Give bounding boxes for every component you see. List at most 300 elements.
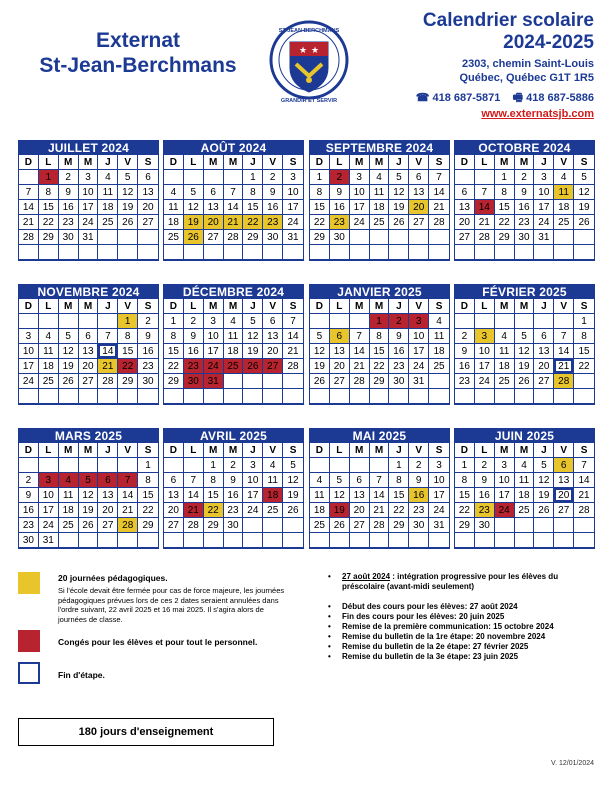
weekday-header: S [429,299,449,314]
empty-day-cell [184,245,204,260]
weekday-header: J [243,299,263,314]
note-text: Remise du bulletin de la 1re étape: 20 novembre 2024 [342,632,546,641]
day-cell: 27 [263,359,283,374]
day-cell: 22 [118,359,138,374]
day-cell: 14 [184,488,204,503]
empty-day-cell [455,314,475,329]
month-calendar [18,140,159,261]
day-cell: 18 [310,503,330,518]
day-cell: 8 [574,329,594,344]
empty-day-cell [350,458,370,473]
empty-day-cell [554,518,574,533]
weekday-header: M [350,155,370,170]
empty-day-cell [204,245,224,260]
day-cell: 18 [98,200,118,215]
day-cell: 10 [350,185,370,200]
day-cell: 3 [429,458,449,473]
day-cell: 17 [39,503,59,518]
day-cell: 7 [98,329,118,344]
day-cell: 11 [263,473,283,488]
day-cell: 28 [350,374,370,389]
empty-day-cell [455,170,475,185]
day-cell: 10 [409,329,429,344]
month-title: DÉCEMBRE 2024 [164,285,303,299]
day-cell: 29 [204,518,224,533]
month-grid [455,443,594,548]
weekday-header: M [515,443,535,458]
empty-day-cell [164,389,184,404]
day-cell: 4 [39,329,59,344]
day-cell: 3 [243,458,263,473]
month-grid [455,299,594,404]
month-calendar [309,428,450,549]
empty-day-cell [263,374,283,389]
weekday-header: L [184,155,204,170]
day-cell: 31 [409,374,429,389]
day-cell: 7 [224,185,244,200]
day-cell: 23 [19,518,39,533]
empty-day-cell [574,374,594,389]
day-cell: 23 [455,374,475,389]
address-line2: Québec, Québec G1T 1R5 [459,72,594,84]
day-cell: 6 [534,329,554,344]
day-cell: 14 [224,200,244,215]
month-grid [455,155,594,260]
day-cell: 15 [574,344,594,359]
weekday-header: D [164,443,184,458]
empty-day-cell [310,245,330,260]
empty-day-cell [243,374,263,389]
day-cell: 23 [138,359,158,374]
weekday-header: M [495,299,515,314]
empty-day-cell [19,389,39,404]
day-cell: 21 [370,503,390,518]
empty-day-cell [98,389,118,404]
empty-day-cell [554,533,574,548]
month-calendar [454,284,595,405]
day-cell: 22 [204,503,224,518]
empty-day-cell [495,314,515,329]
day-cell: 8 [138,473,158,488]
day-cell: 9 [59,185,79,200]
day-cell: 2 [455,329,475,344]
day-cell: 4 [370,170,390,185]
day-cell: 17 [204,344,224,359]
day-cell: 9 [409,473,429,488]
day-cell: 6 [98,473,118,488]
empty-day-cell [554,314,574,329]
weekday-header: V [409,299,429,314]
day-cell: 7 [19,185,39,200]
empty-day-cell [389,230,409,245]
empty-day-cell [164,170,184,185]
day-cell: 16 [263,200,283,215]
day-cell: 23 [515,215,535,230]
bullet-icon: • [328,602,331,611]
day-cell: 28 [429,215,449,230]
day-cell: 22 [455,503,475,518]
day-cell: 10 [19,344,39,359]
day-cell: 9 [224,473,244,488]
day-cell: 21 [283,344,303,359]
day-cell: 10 [495,473,515,488]
day-cell: 8 [243,185,263,200]
day-cell: 2 [330,170,350,185]
day-cell: 10 [39,488,59,503]
legend-holiday-text: Congés pour les élèves et pour tout le personnel. [58,637,258,647]
day-cell: 16 [475,488,495,503]
weekday-header: V [409,443,429,458]
day-cell: 24 [350,215,370,230]
weekday-header: S [574,299,594,314]
day-cell: 15 [118,344,138,359]
empty-day-cell [350,230,370,245]
empty-day-cell [429,533,449,548]
empty-day-cell [429,245,449,260]
calendar-title: Calendrier scolaire [422,10,594,31]
weekday-header: J [534,299,554,314]
day-cell: 27 [409,215,429,230]
day-cell: 9 [138,329,158,344]
day-cell: 26 [515,374,535,389]
empty-day-cell [350,314,370,329]
day-cell: 18 [429,344,449,359]
weekday-header: D [310,155,330,170]
month-calendar [163,140,304,261]
day-cell: 1 [39,170,59,185]
day-cell: 1 [204,458,224,473]
empty-day-cell [534,518,554,533]
empty-day-cell [389,389,409,404]
empty-day-cell [118,230,138,245]
weekday-header: S [574,155,594,170]
empty-day-cell [554,230,574,245]
day-cell: 6 [164,473,184,488]
day-cell: 28 [370,518,390,533]
day-cell: 23 [184,359,204,374]
day-cell: 23 [59,215,79,230]
day-cell: 15 [370,344,390,359]
day-cell: 4 [515,458,535,473]
day-cell: 25 [310,518,330,533]
svg-text:★: ★ [311,46,320,56]
day-cell: 20 [455,215,475,230]
weekday-header: S [138,155,158,170]
empty-day-cell [495,245,515,260]
website-link[interactable]: www.externatsjb.com [481,108,594,120]
note-text: Début des cours pour les élèves: 27 août 2024 [342,602,518,611]
day-cell: 5 [389,170,409,185]
month-calendar [163,428,304,549]
day-cell: 17 [350,200,370,215]
day-cell: 11 [59,488,79,503]
day-cell: 14 [350,344,370,359]
day-cell: 20 [263,344,283,359]
month-title: AVRIL 2025 [164,429,303,443]
day-cell: 31 [429,518,449,533]
day-cell: 3 [79,170,99,185]
day-cell: 7 [554,329,574,344]
day-cell: 29 [243,230,263,245]
day-cell: 3 [283,170,303,185]
weekday-header: L [39,299,59,314]
day-cell: 10 [204,329,224,344]
day-cell: 23 [389,359,409,374]
day-cell: 1 [164,314,184,329]
empty-day-cell [429,374,449,389]
day-cell: 31 [283,230,303,245]
empty-day-cell [39,314,59,329]
day-cell: 21 [429,200,449,215]
day-cell: 14 [574,473,594,488]
day-cell: 12 [243,329,263,344]
day-cell: 15 [204,488,224,503]
version-label: V. 12/01/2024 [551,760,594,767]
day-cell: 21 [224,215,244,230]
weekday-header: M [204,299,224,314]
day-cell: 12 [515,344,535,359]
weekday-header: J [389,443,409,458]
day-cell: 20 [534,359,554,374]
day-cell: 26 [118,215,138,230]
day-cell: 21 [475,215,495,230]
day-cell: 17 [475,359,495,374]
weekday-header: V [409,155,429,170]
day-cell: 11 [98,185,118,200]
day-cell: 13 [204,200,224,215]
legend-swatch-term-end [18,662,40,684]
day-cell: 11 [495,344,515,359]
day-cell: 5 [574,170,594,185]
day-cell: 3 [204,314,224,329]
note-text: Remise du bulletin de la 2e étape: 27 février 2025 [342,642,529,651]
day-cell: 13 [263,329,283,344]
day-cell: 23 [224,503,244,518]
month-title: FÉVRIER 2025 [455,285,594,299]
empty-day-cell [79,458,99,473]
day-cell: 19 [534,488,554,503]
weekday-header: L [39,155,59,170]
day-cell: 7 [350,329,370,344]
weekday-header: J [98,443,118,458]
empty-day-cell [283,374,303,389]
empty-day-cell [224,533,244,548]
empty-day-cell [59,245,79,260]
day-cell: 17 [19,359,39,374]
weekday-header: S [138,299,158,314]
day-cell: 14 [98,344,118,359]
school-name-line1: Externat [95,29,181,52]
empty-day-cell [554,245,574,260]
note-item [328,602,596,612]
day-cell: 19 [59,359,79,374]
day-cell: 14 [370,488,390,503]
empty-day-cell [330,245,350,260]
month-calendar [454,428,595,549]
weekday-header: J [389,155,409,170]
empty-day-cell [243,533,263,548]
day-cell: 1 [389,458,409,473]
weekday-header: L [330,443,350,458]
month-grid [19,155,158,260]
empty-day-cell [184,389,204,404]
day-cell: 7 [370,473,390,488]
month-title: JANVIER 2025 [310,285,449,299]
day-cell: 19 [389,200,409,215]
empty-day-cell [243,518,263,533]
weekday-header: L [475,299,495,314]
day-cell: 6 [204,185,224,200]
empty-day-cell [310,389,330,404]
svg-text:GRANDIR ET SERVIR: GRANDIR ET SERVIR [280,98,338,104]
day-cell: 6 [263,314,283,329]
weekday-header: M [370,155,390,170]
empty-day-cell [409,230,429,245]
day-cell: 15 [39,200,59,215]
empty-day-cell [263,533,283,548]
empty-day-cell [39,389,59,404]
day-cell: 4 [429,314,449,329]
empty-day-cell [310,458,330,473]
day-cell: 24 [534,215,554,230]
empty-day-cell [283,389,303,404]
weekday-header: M [495,443,515,458]
empty-day-cell [98,230,118,245]
month-grid [164,155,303,260]
empty-day-cell [39,245,59,260]
day-cell: 22 [138,503,158,518]
day-cell: 22 [243,215,263,230]
day-cell: 20 [79,359,99,374]
weekday-header: M [59,155,79,170]
day-cell: 5 [515,329,535,344]
weekday-header: D [455,155,475,170]
day-cell: 25 [164,230,184,245]
day-cell: 9 [455,344,475,359]
weekday-header: D [19,443,39,458]
empty-day-cell [224,245,244,260]
day-cell: 22 [495,215,515,230]
day-cell: 27 [79,374,99,389]
bullet-icon: • [328,612,331,621]
empty-day-cell [574,389,594,404]
day-cell: 5 [534,458,554,473]
day-cell: 31 [39,533,59,548]
day-cell: 17 [495,488,515,503]
weekday-header: M [204,155,224,170]
empty-day-cell [429,389,449,404]
day-cell: 30 [224,518,244,533]
weekday-header: M [370,299,390,314]
bullet-icon: • [328,642,331,651]
day-cell: 29 [138,518,158,533]
day-cell: 12 [184,200,204,215]
legend-pedagogical-title: 20 journées pédagogiques. [58,573,168,583]
day-cell: 14 [283,329,303,344]
weekday-header: M [515,299,535,314]
weekday-header: D [164,155,184,170]
day-cell: 25 [495,374,515,389]
day-cell: 4 [59,473,79,488]
day-cell: 30 [138,374,158,389]
day-cell: 24 [204,359,224,374]
day-cell: 12 [283,473,303,488]
month-title: JUIN 2025 [455,429,594,443]
day-cell: 9 [184,329,204,344]
day-cell: 11 [224,329,244,344]
day-cell: 11 [39,344,59,359]
empty-day-cell [409,389,429,404]
note-item [328,622,596,632]
day-cell: 13 [455,200,475,215]
day-cell: 16 [330,200,350,215]
phone-number: 418 687-5871 [432,92,501,104]
day-cell: 3 [475,329,495,344]
empty-day-cell [574,518,594,533]
day-cell: 17 [534,200,554,215]
empty-day-cell [118,533,138,548]
weekday-header: M [79,155,99,170]
weekday-header: M [204,443,224,458]
day-cell: 3 [409,314,429,329]
day-cell: 25 [224,359,244,374]
day-cell: 30 [515,230,535,245]
weekday-header: M [350,443,370,458]
legend-holiday [58,637,290,648]
day-cell: 4 [310,473,330,488]
day-cell: 27 [98,518,118,533]
empty-day-cell [79,389,99,404]
address-line1: 2303, chemin Saint-Louis [461,58,594,70]
empty-day-cell [263,518,283,533]
day-cell: 15 [243,200,263,215]
weekday-header: L [184,443,204,458]
day-cell: 11 [370,185,390,200]
weekday-header: V [263,299,283,314]
empty-day-cell [243,245,263,260]
note-item [328,632,596,642]
day-cell: 16 [515,200,535,215]
note-first-date: 27 août 2024 [342,572,391,581]
empty-day-cell [515,245,535,260]
weekday-header: S [283,299,303,314]
day-cell: 18 [59,503,79,518]
empty-day-cell [118,245,138,260]
weekday-header: M [370,443,390,458]
day-cell: 29 [455,518,475,533]
empty-day-cell [19,458,39,473]
day-cell: 8 [370,329,390,344]
day-cell: 28 [224,230,244,245]
empty-day-cell [429,230,449,245]
day-cell: 17 [79,200,99,215]
empty-day-cell [370,245,390,260]
day-cell: 12 [330,488,350,503]
weekday-header: V [118,443,138,458]
phone-fax-line [416,91,594,105]
day-cell: 18 [224,344,244,359]
empty-day-cell [409,533,429,548]
day-cell: 26 [389,215,409,230]
note-first-text: : intégration progressive pour les élèves du préscolaire (avant-midi seulement) [342,572,559,591]
day-cell: 29 [389,518,409,533]
day-cell: 5 [283,458,303,473]
bullet-icon: • [328,622,331,631]
month-grid [310,155,449,260]
day-cell: 29 [370,374,390,389]
empty-day-cell [574,230,594,245]
day-cell: 6 [350,473,370,488]
